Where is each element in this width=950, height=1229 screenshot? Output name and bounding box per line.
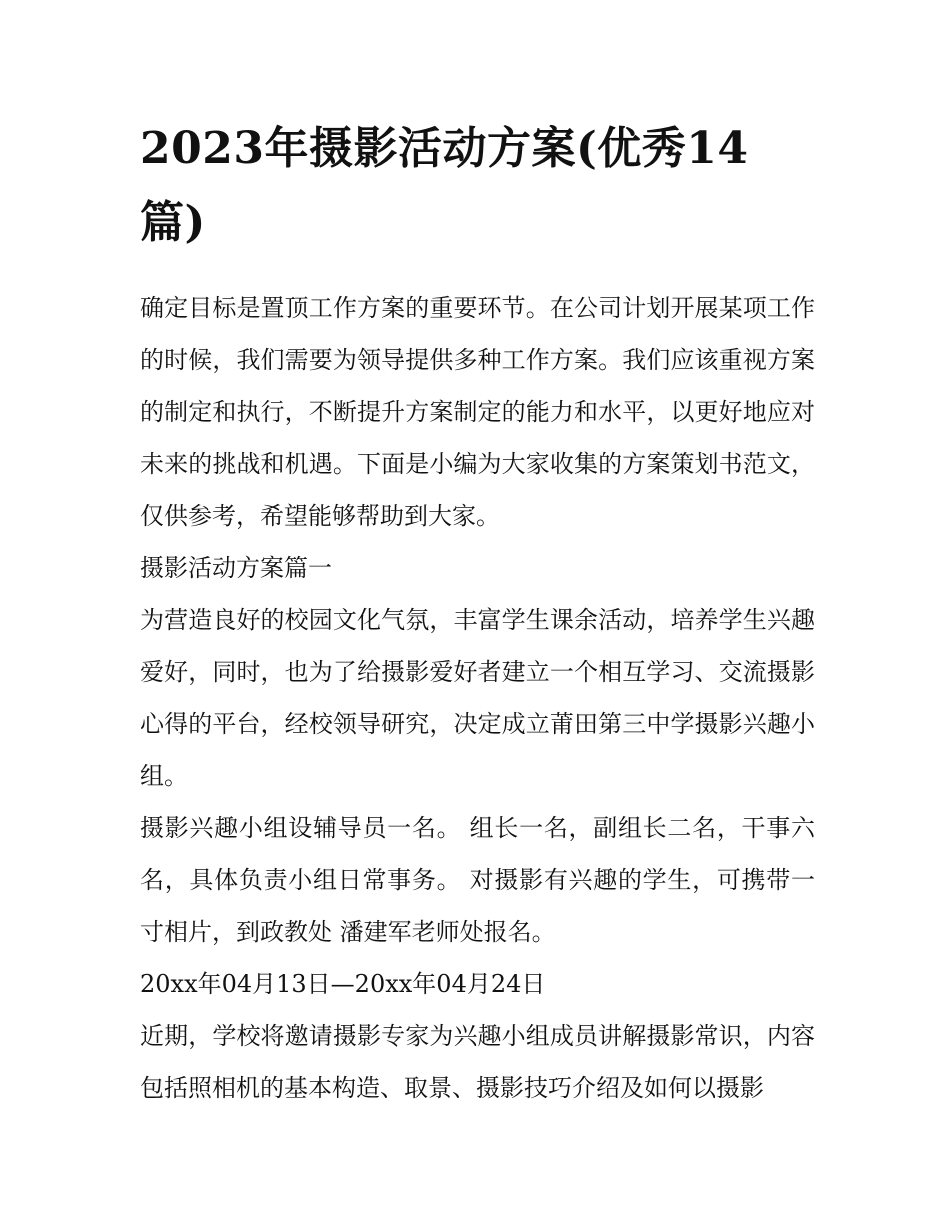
document-page [140, 112, 815, 1114]
section-heading: 摄影活动方案篇一 [140, 554, 332, 582]
body-paragraph: 为营造良好的校园文化气氛，丰富学生课余活动，培养学生兴趣爱好，同时，也为了给摄影爱好者建立一个相互学习、交流摄影心得的平台，经校领导研究，决定成立莆田第三中学摄影兴趣小组。 [140, 606, 815, 790]
document-title: 2023年摄影活动方案(优秀14篇) [140, 123, 749, 248]
body-paragraph: 近期，学校将邀请摄影专家为兴趣小组成员讲解摄影常识，内容包括照相机的基本构造、取景、摄影技巧介绍及如何以摄影 [140, 1022, 815, 1102]
intro-paragraph: 确定目标是置顶工作方案的重要环节。在公司计划开展某项工作的时候，我们需要为领导提供多种工作方案。我们应该重视方案的制定和执行，不断提升方案制定的能力和水平，以更好地应对未来的挑战和机遇。下面是小编为大家收集的方案策划书范文，仅供参考，希望能够帮助到大家。 [140, 294, 815, 530]
date-range-line: 20xx年04月13日—20xx年04月24日 [140, 970, 546, 998]
body-paragraph: 摄影兴趣小组设辅导员一名。 组长一名，副组长二名，干事六名，具体负责小组日常事务。 对摄影有兴趣的学生，可携带一寸相片，到政教处 潘建军老师处报名。 [140, 814, 815, 946]
